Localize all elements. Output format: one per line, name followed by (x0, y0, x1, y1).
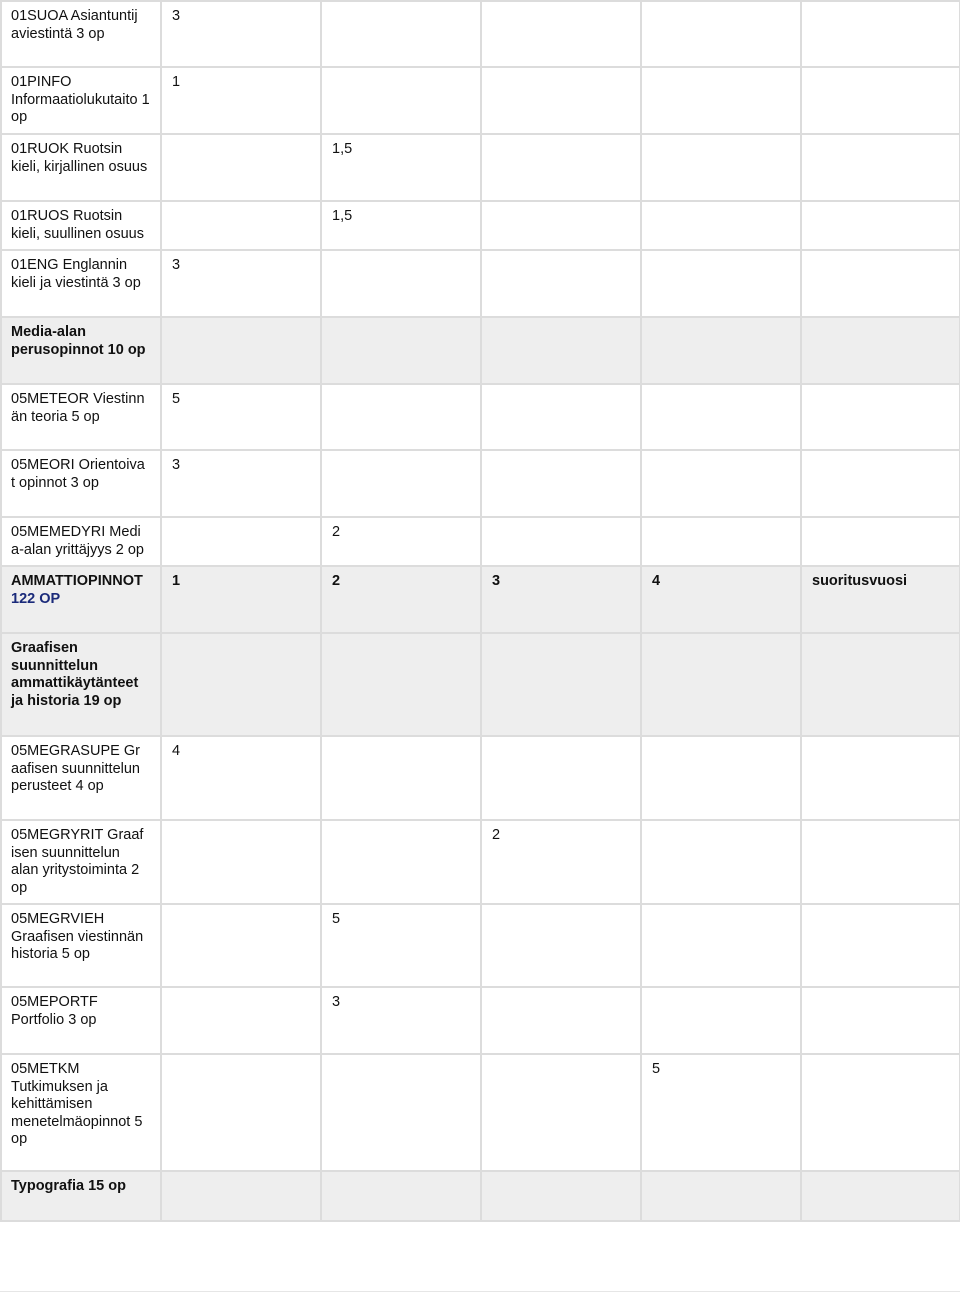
completion-year (801, 1, 960, 67)
credits-year-1 (161, 134, 321, 201)
course-name: 05MEPORTF Portfolio 3 op (1, 987, 161, 1054)
credits-year-3 (481, 134, 641, 201)
credits-year-4: 5 (641, 1054, 801, 1171)
course-name: 05MEMEDYRI Medi a-alan yrittäjyys 2 op (1, 517, 161, 566)
course-name: 05MEORI Orientoiva t opinnot 3 op (1, 450, 161, 517)
credits-year-3 (481, 633, 641, 736)
credits-year-2: 2 (321, 517, 481, 566)
credits-year-2 (321, 633, 481, 736)
credits-year-4 (641, 134, 801, 201)
course-name: 05METEOR Viestinn än teoria 5 op (1, 384, 161, 450)
table-row-05megryrit (1, 820, 960, 904)
credits-year-4 (641, 736, 801, 820)
credits-year-4 (641, 384, 801, 450)
credits-year-3 (481, 987, 641, 1054)
section-title: Typografia 15 op (1, 1171, 161, 1221)
section-credits-total: 122 (11, 590, 36, 607)
credits-year-4 (641, 450, 801, 517)
table-row-05memedyri (1, 517, 960, 566)
credits-year-1 (161, 1171, 321, 1221)
credits-year-4 (641, 820, 801, 904)
table-row-01eng (1, 250, 960, 317)
credits-year-4 (641, 250, 801, 317)
credits-year-2 (321, 450, 481, 517)
completion-year (801, 250, 960, 317)
credits-year-1: 3 (161, 450, 321, 517)
credits-year-3 (481, 317, 641, 384)
completion-year (801, 1171, 960, 1221)
credits-year-2 (321, 1054, 481, 1171)
course-name: 05METKM Tutkimuksen ja kehittämisen menetelmäopinnot 5 op (1, 1054, 161, 1171)
credits-year-2 (321, 317, 481, 384)
completion-year (801, 633, 960, 736)
table-row-05megrasupe (1, 736, 960, 820)
credits-year-4 (641, 201, 801, 250)
course-name: 01RUOK Ruotsin kieli, kirjallinen osuus (1, 134, 161, 201)
credits-year-2: 1,5 (321, 201, 481, 250)
section-row-typografia (1, 1171, 960, 1221)
credits-year-4 (641, 904, 801, 987)
credits-year-2: 5 (321, 904, 481, 987)
completion-year (801, 201, 960, 250)
credits-year-2 (321, 1, 481, 67)
header-completion-year: suoritusvuosi (801, 566, 960, 633)
credits-year-3 (481, 201, 641, 250)
completion-year (801, 384, 960, 450)
section-title: Media-alan perusopinnot 10 op (1, 317, 161, 384)
header-year-3: 3 (481, 566, 641, 633)
completion-year (801, 67, 960, 134)
credits-year-4 (641, 67, 801, 134)
credits-year-3 (481, 517, 641, 566)
page-bottom-rule (0, 1291, 960, 1292)
credits-year-3 (481, 1054, 641, 1171)
section-title: Graafisen suunnittelun ammattikäytänteet ja historia 19 op (1, 633, 161, 736)
credits-year-1: 1 (161, 67, 321, 134)
credits-year-1 (161, 317, 321, 384)
credits-year-3 (481, 1171, 641, 1221)
credits-year-3 (481, 904, 641, 987)
credits-year-2 (321, 1171, 481, 1221)
credits-year-1: 3 (161, 250, 321, 317)
header-year-2: 2 (321, 566, 481, 633)
credits-year-4 (641, 517, 801, 566)
completion-year (801, 1054, 960, 1171)
course-name: 01PINFO Informaatiolukutaito 1 op (1, 67, 161, 134)
table-row-01suoa (1, 1, 960, 67)
section-title-main: AMMATTIOPINNOT (11, 573, 143, 589)
credits-year-2: 1,5 (321, 134, 481, 201)
credits-year-2 (321, 820, 481, 904)
credits-year-2 (321, 384, 481, 450)
table-row-05meori (1, 450, 960, 517)
credits-year-3 (481, 250, 641, 317)
completion-year (801, 317, 960, 384)
credits-year-3 (481, 384, 641, 450)
credits-year-3 (481, 1, 641, 67)
table-row-01ruos (1, 201, 960, 250)
course-name: 01SUOA Asiantuntij aviestintä 3 op (1, 1, 161, 67)
credits-year-2: 3 (321, 987, 481, 1054)
completion-year (801, 736, 960, 820)
credits-year-1 (161, 820, 321, 904)
credits-year-2 (321, 250, 481, 317)
table-row-05meteor (1, 384, 960, 450)
credits-year-4 (641, 633, 801, 736)
completion-year (801, 517, 960, 566)
credits-year-3 (481, 736, 641, 820)
credits-year-1: 5 (161, 384, 321, 450)
credits-year-3: 2 (481, 820, 641, 904)
credits-year-1 (161, 633, 321, 736)
course-name: 05MEGRVIEH Graafisen viestinnän historia 5 op (1, 904, 161, 987)
completion-year (801, 904, 960, 987)
completion-year (801, 134, 960, 201)
credits-year-2 (321, 67, 481, 134)
table-row-05metkm (1, 1054, 960, 1171)
course-name: 01RUOS Ruotsin kieli, suullinen osuus (1, 201, 161, 250)
completion-year (801, 987, 960, 1054)
credits-year-4 (641, 987, 801, 1054)
credits-year-1: 3 (161, 1, 321, 67)
table-row-05megrvieh (1, 904, 960, 987)
credits-year-1 (161, 517, 321, 566)
table-row-01ruok (1, 134, 960, 201)
header-year-1: 1 (161, 566, 321, 633)
section-row-graafisen-suunnittelun (1, 633, 960, 736)
course-name: 05MEGRASUPE Gr aafisen suunnittelun perusteet 4 op (1, 736, 161, 820)
header-year-4: 4 (641, 566, 801, 633)
course-name: 01ENG Englannin kieli ja viestintä 3 op (1, 250, 161, 317)
credits-year-4 (641, 1171, 801, 1221)
completion-year (801, 820, 960, 904)
credits-year-1 (161, 904, 321, 987)
section-title (1, 566, 161, 633)
table-row-01pinfo (1, 67, 960, 134)
credits-year-1 (161, 1054, 321, 1171)
credits-year-1 (161, 201, 321, 250)
credits-year-2 (321, 736, 481, 820)
credits-year-3 (481, 67, 641, 134)
section-row-ammattiopinnot (1, 566, 960, 633)
section-credits-unit: OP (39, 590, 61, 607)
credits-year-1: 4 (161, 736, 321, 820)
table-row-05meportf (1, 987, 960, 1054)
credits-year-1 (161, 987, 321, 1054)
completion-year (801, 450, 960, 517)
credits-year-4 (641, 317, 801, 384)
credits-year-4 (641, 1, 801, 67)
credits-year-3 (481, 450, 641, 517)
course-name: 05MEGRYRIT Graaf isen suunnittelun alan yritystoiminta 2 op (1, 820, 161, 904)
section-row-media-alan-perusopinnot (1, 317, 960, 384)
